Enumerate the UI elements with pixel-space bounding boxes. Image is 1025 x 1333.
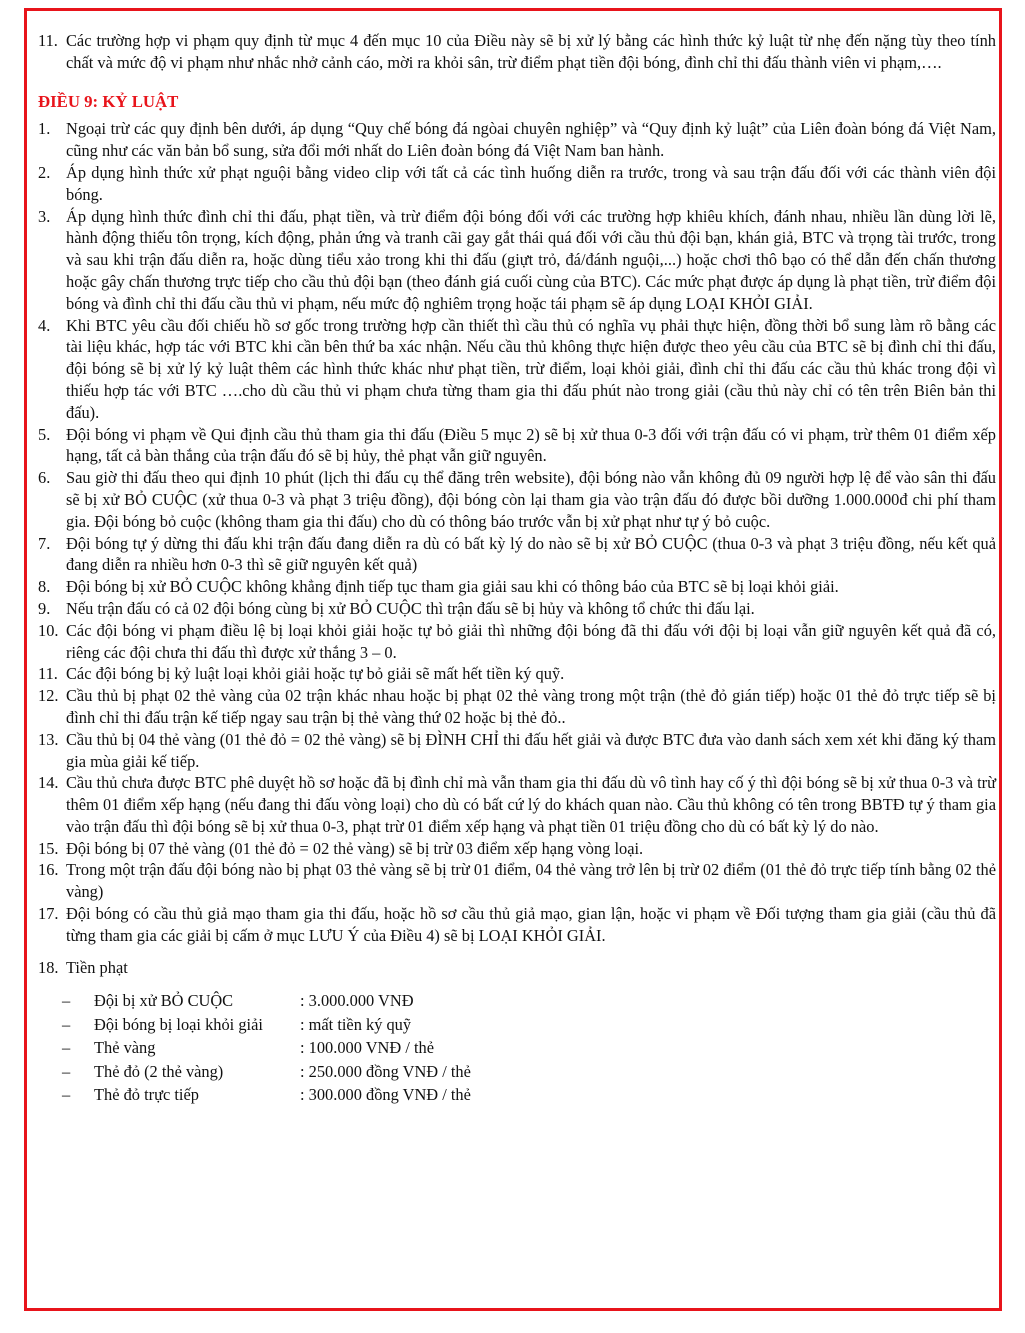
item-number: 2. (38, 162, 51, 182)
item-number: 14. (38, 773, 59, 793)
dash-bullet: – (62, 1038, 71, 1058)
list-item (38, 315, 996, 424)
item-text: Đội bóng bị xử BỎ CUỘC không khẳng định tiếp tục tham gia giải sau khi có thông báo của BTC sẽ bị loại khỏi giải. (66, 577, 839, 597)
item-number: 18. (38, 957, 59, 977)
item-number: 9. (38, 598, 51, 618)
section-heading: ĐIỀU 9: KỶ LUẬT (38, 91, 179, 111)
item-number: 11. (38, 664, 58, 684)
item-number: 10. (38, 620, 59, 640)
item-text: Cầu thủ bị 04 thẻ vàng (01 thẻ đỏ = 02 thẻ vàng) sẽ bị ĐÌNH CHỈ thi đấu hết giải và được BTC đưa vào danh sách xem xét khi đăng ký tham gia mùa giải kế tiếp. (66, 729, 996, 771)
list-item (38, 729, 996, 773)
fine-label: Đội bị xử BỎ CUỘC (94, 991, 234, 1011)
fine-row (62, 1014, 996, 1038)
list-item (38, 620, 996, 664)
item-text: Cầu thủ bị phạt 02 thẻ vàng của 02 trận khác nhau hoặc bị phạt 02 thẻ vàng trong một trận (thẻ đỏ gián tiếp) hoặc 01 thẻ đỏ trực tiếp sẽ bị đình chỉ thi đấu trận kế tiếp ngay sau trận bị thẻ vàng thứ 02 hoặc bị thẻ đỏ.. (66, 686, 996, 727)
item-text: Ngoại trừ các quy định bên dưới, áp dụng “Quy chế bóng đá ngòai chuyên nghiệp” và “Quy định kỷ luật” của Liên đoàn bóng đá Việt Nam, cũng như các văn bản bổ sung, sửa đổi mới nhất do Liên đoàn bóng đá Việt Nam ban hành. (66, 119, 996, 161)
fine-row (62, 990, 996, 1014)
fine-row (62, 1084, 996, 1108)
list-item (38, 685, 996, 729)
dash-bullet: – (62, 1085, 71, 1105)
item-text: Đội bóng có cầu thủ giả mạo tham gia thi đấu, hoặc hồ sơ cầu thủ giả mạo, gian lận, hoặc vi phạm về Đối tượng tham gia giải (cầu thủ đã từng tham gia các giải bị cấm ở mục LƯU Ý của Điều 4) sẽ bị LOẠI KHỎI GIẢI. (66, 904, 996, 945)
list-item (38, 162, 996, 206)
list-item (38, 957, 996, 979)
list-item (38, 838, 996, 860)
item-number: 17. (38, 904, 59, 924)
item-number: 11. (38, 31, 58, 50)
item-text: Các trường hợp vi phạm quy định từ mục 4 đến mục 10 của Điều này sẽ bị xử lý bằng các hình thức kỷ luật từ nhẹ đến nặng tùy theo tính chất và mức độ vi phạm như nhắc nhở cảnh cáo, mời ra khỏi sân, trừ điểm phạt tiền đội bóng, đình chỉ thi đấu thành viên vi phạm,…. (66, 31, 996, 72)
item-text: Khi BTC yêu cầu đối chiếu hồ sơ gốc trong trường hợp cần thiết thì cầu thủ có nghĩa vụ phải thực hiện, đồng thời bổ sung làm rõ bằng các tài liệu khác, hợp tác với BTC khi cần bên thứ ba xác nhận. Nếu cầu thủ không thực hiện được theo yêu cầu của BTC sẽ bị đình chỉ thi đấu, đội bóng sẽ bị xử lý kỷ luật thêm các hình thức khác như phạt tiền, trừ điểm, loại khỏi giải, đình chỉ thi đấu các cầu thủ khác trong đội vì thiếu hợp tác với BTC ….cho dù cầu thủ vi phạm chưa từng tham gia thi đấu phút nào trong giải (cầu thủ này chỉ có tên trên Biên bản thi đấu). (66, 315, 996, 422)
item-number: 4. (38, 315, 51, 335)
dash-bullet: – (62, 1061, 71, 1081)
item-text: Các đội bóng bị kỷ luật loại khỏi giải hoặc tự bỏ giải sẽ mất hết tiền ký quỹ. (66, 664, 565, 684)
item-number: 8. (38, 577, 51, 597)
list-item (38, 30, 996, 74)
fine-label: Thẻ đỏ trực tiếp (94, 1085, 199, 1105)
list-item (38, 206, 996, 315)
fine-label: Đội bóng bị loại khỏi giải (94, 1014, 263, 1034)
fine-value: : 100.000 VNĐ / thẻ (300, 1038, 435, 1058)
dash-bullet: – (62, 1014, 71, 1034)
item-number: 12. (38, 686, 59, 706)
list-item (38, 118, 996, 162)
document-body (38, 30, 996, 1108)
item-text: Áp dụng hình thức xử phạt nguội bằng video clip với tất cả các tình huống diễn ra trước, trong và sau trận đấu đối với các thành viên đội bóng. (66, 162, 996, 204)
fines-list (62, 990, 996, 1108)
item-number: 16. (38, 860, 59, 880)
fine-value: : mất tiền ký quỹ (300, 1014, 412, 1034)
item-number: 6. (38, 468, 51, 488)
item-text: Nếu trận đấu có cả 02 đội bóng cùng bị xử BỎ CUỘC thì trận đấu sẽ bị hủy và không tổ chức thi đấu lại. (66, 598, 755, 618)
item-text: Cầu thủ chưa được BTC phê duyệt hồ sơ hoặc đã bị đình chỉ mà vẫn tham gia thi đấu dù vô tình hay cố ý thì đội bóng sẽ bị xử thua 0-3 và trừ thêm 01 điểm xếp hạng (nếu đang thi đấu vòng loại) cho dù có bất cứ lý do khách quan nào. Cầu thủ không có tên trong BBTĐ tự ý tham gia vào trận đấu thì đội bóng sẽ bị xử thua 0-3, phạt trừ 01 điểm xếp hạng và phạt tiền 01 triệu đồng cho dù có bất kỳ lý do nào. (66, 773, 996, 836)
item-text: Tiền phạt (66, 957, 128, 977)
item-text: Đội bóng tự ý dừng thi đấu khi trận đấu đang diễn ra dù có bất kỳ lý do nào sẽ bị xử BỎ CUỘC (thua 0-3 và phạt 3 triệu đồng, nếu kết quả đang diễn ra nhiều hơn 0-3 thì sẽ giữ nguyên kết quả) (66, 533, 996, 575)
list-item (38, 772, 996, 837)
list-item (38, 424, 996, 468)
fine-value: : 300.000 đồng VNĐ / thẻ (300, 1085, 471, 1105)
fine-row (62, 1037, 996, 1061)
list-item (38, 859, 996, 903)
item-text: Đội bóng vi phạm về Qui định cầu thủ tham gia thi đấu (Điều 5 mục 2) sẽ bị xử thua 0-3 đối với trận đấu có vi phạm, trừ thêm 01 điểm xếp hạng, tất cả bàn thắng của trận đấu đó sẽ bị hủy, thẻ phạt vẫn giữ nguyên. (66, 424, 996, 466)
item-text: Đội bóng bị 07 thẻ vàng (01 thẻ đỏ = 02 thẻ vàng) sẽ bị trừ 03 điểm xếp hạng vòng loại. (66, 838, 644, 858)
item-number: 5. (38, 424, 51, 444)
fine-value: : 250.000 đồng VNĐ / thẻ (300, 1061, 471, 1081)
item-number: 15. (38, 838, 59, 858)
fine-label: Thẻ vàng (94, 1038, 156, 1058)
list-item (38, 576, 996, 598)
item-number: 1. (38, 119, 51, 139)
list-item (38, 467, 996, 532)
dash-bullet: – (62, 991, 71, 1011)
fine-value: : 3.000.000 VNĐ (300, 991, 414, 1011)
list-item (38, 533, 996, 577)
fine-row (62, 1061, 996, 1085)
item-number: 3. (38, 206, 51, 226)
list-item (38, 663, 996, 685)
item-number: 7. (38, 533, 51, 553)
list-item (38, 903, 996, 947)
item-text: Sau giờ thi đấu theo qui định 10 phút (lịch thi đấu cụ thể đăng trên website), đội bóng nào vẫn không đủ 09 người hợp lệ để vào sân thi đấu sẽ bị xử BỎ CUỘC (xử thua 0-3 và phạt 3 triệu đồng), đội bóng còn lại tham gia vào trận đấu đó được bồi dưỡng 1.000.000đ chi phí tham gia. Đội bóng bỏ cuộc (không tham gia thi đấu) cho dù có thông báo trước vẫn bị xử phạt như tự ý bỏ cuộc. (66, 468, 996, 531)
item-text: Các đội bóng vi phạm điều lệ bị loại khỏi giải hoặc tự bỏ giải thì những đội bóng đã thi đấu với đội bị loại vẫn giữ nguyên kết quả đã có, riêng các đội chưa thi đấu thì được xử thắng 3 – 0. (66, 620, 996, 662)
item-text: Trong một trận đấu đội bóng nào bị phạt 03 thẻ vàng sẽ bị trừ 01 điểm, 04 thẻ vàng trở lên bị trừ 02 điểm (01 thẻ đỏ trực tiếp tính bằng 02 thẻ vàng) (66, 860, 996, 902)
item-number: 13. (38, 729, 59, 749)
list-item (38, 598, 996, 620)
item-text: Áp dụng hình thức đình chỉ thi đấu, phạt tiền, và trừ điểm đội bóng đối với các trường hợp khiêu khích, đánh nhau, nhiều lần dùng lời lẽ, hành động thiếu tôn trọng, kích động, phản ứng và tranh cãi gay gắt thái quá đối với cầu thủ đội bạn, khán giả, BTC và trọng tài trước, trong và sau khi trận đấu diễn ra, hoặc dùng tiểu xảo trong khi thi đấu (giựt trỏ, đá/đánh nguội,...) hoặc chơi thô bạo có thể dẫn đến chấn thương hoặc gây chấn thương trực tiếp cho cầu thủ đội bạn (theo đánh giá cuối cùng của BTC). Các mức phạt được áp dụng là phạt tiền, trừ điểm đội bóng và đình chỉ thi đấu cầu thủ vi phạm, nếu mức độ nghiêm trọng hoặc tái phạm sẽ áp dụng LOẠI KHỎI GIẢI. (66, 206, 996, 313)
rules-list (38, 118, 996, 946)
fine-label: Thẻ đỏ (2 thẻ vàng) (94, 1061, 224, 1081)
